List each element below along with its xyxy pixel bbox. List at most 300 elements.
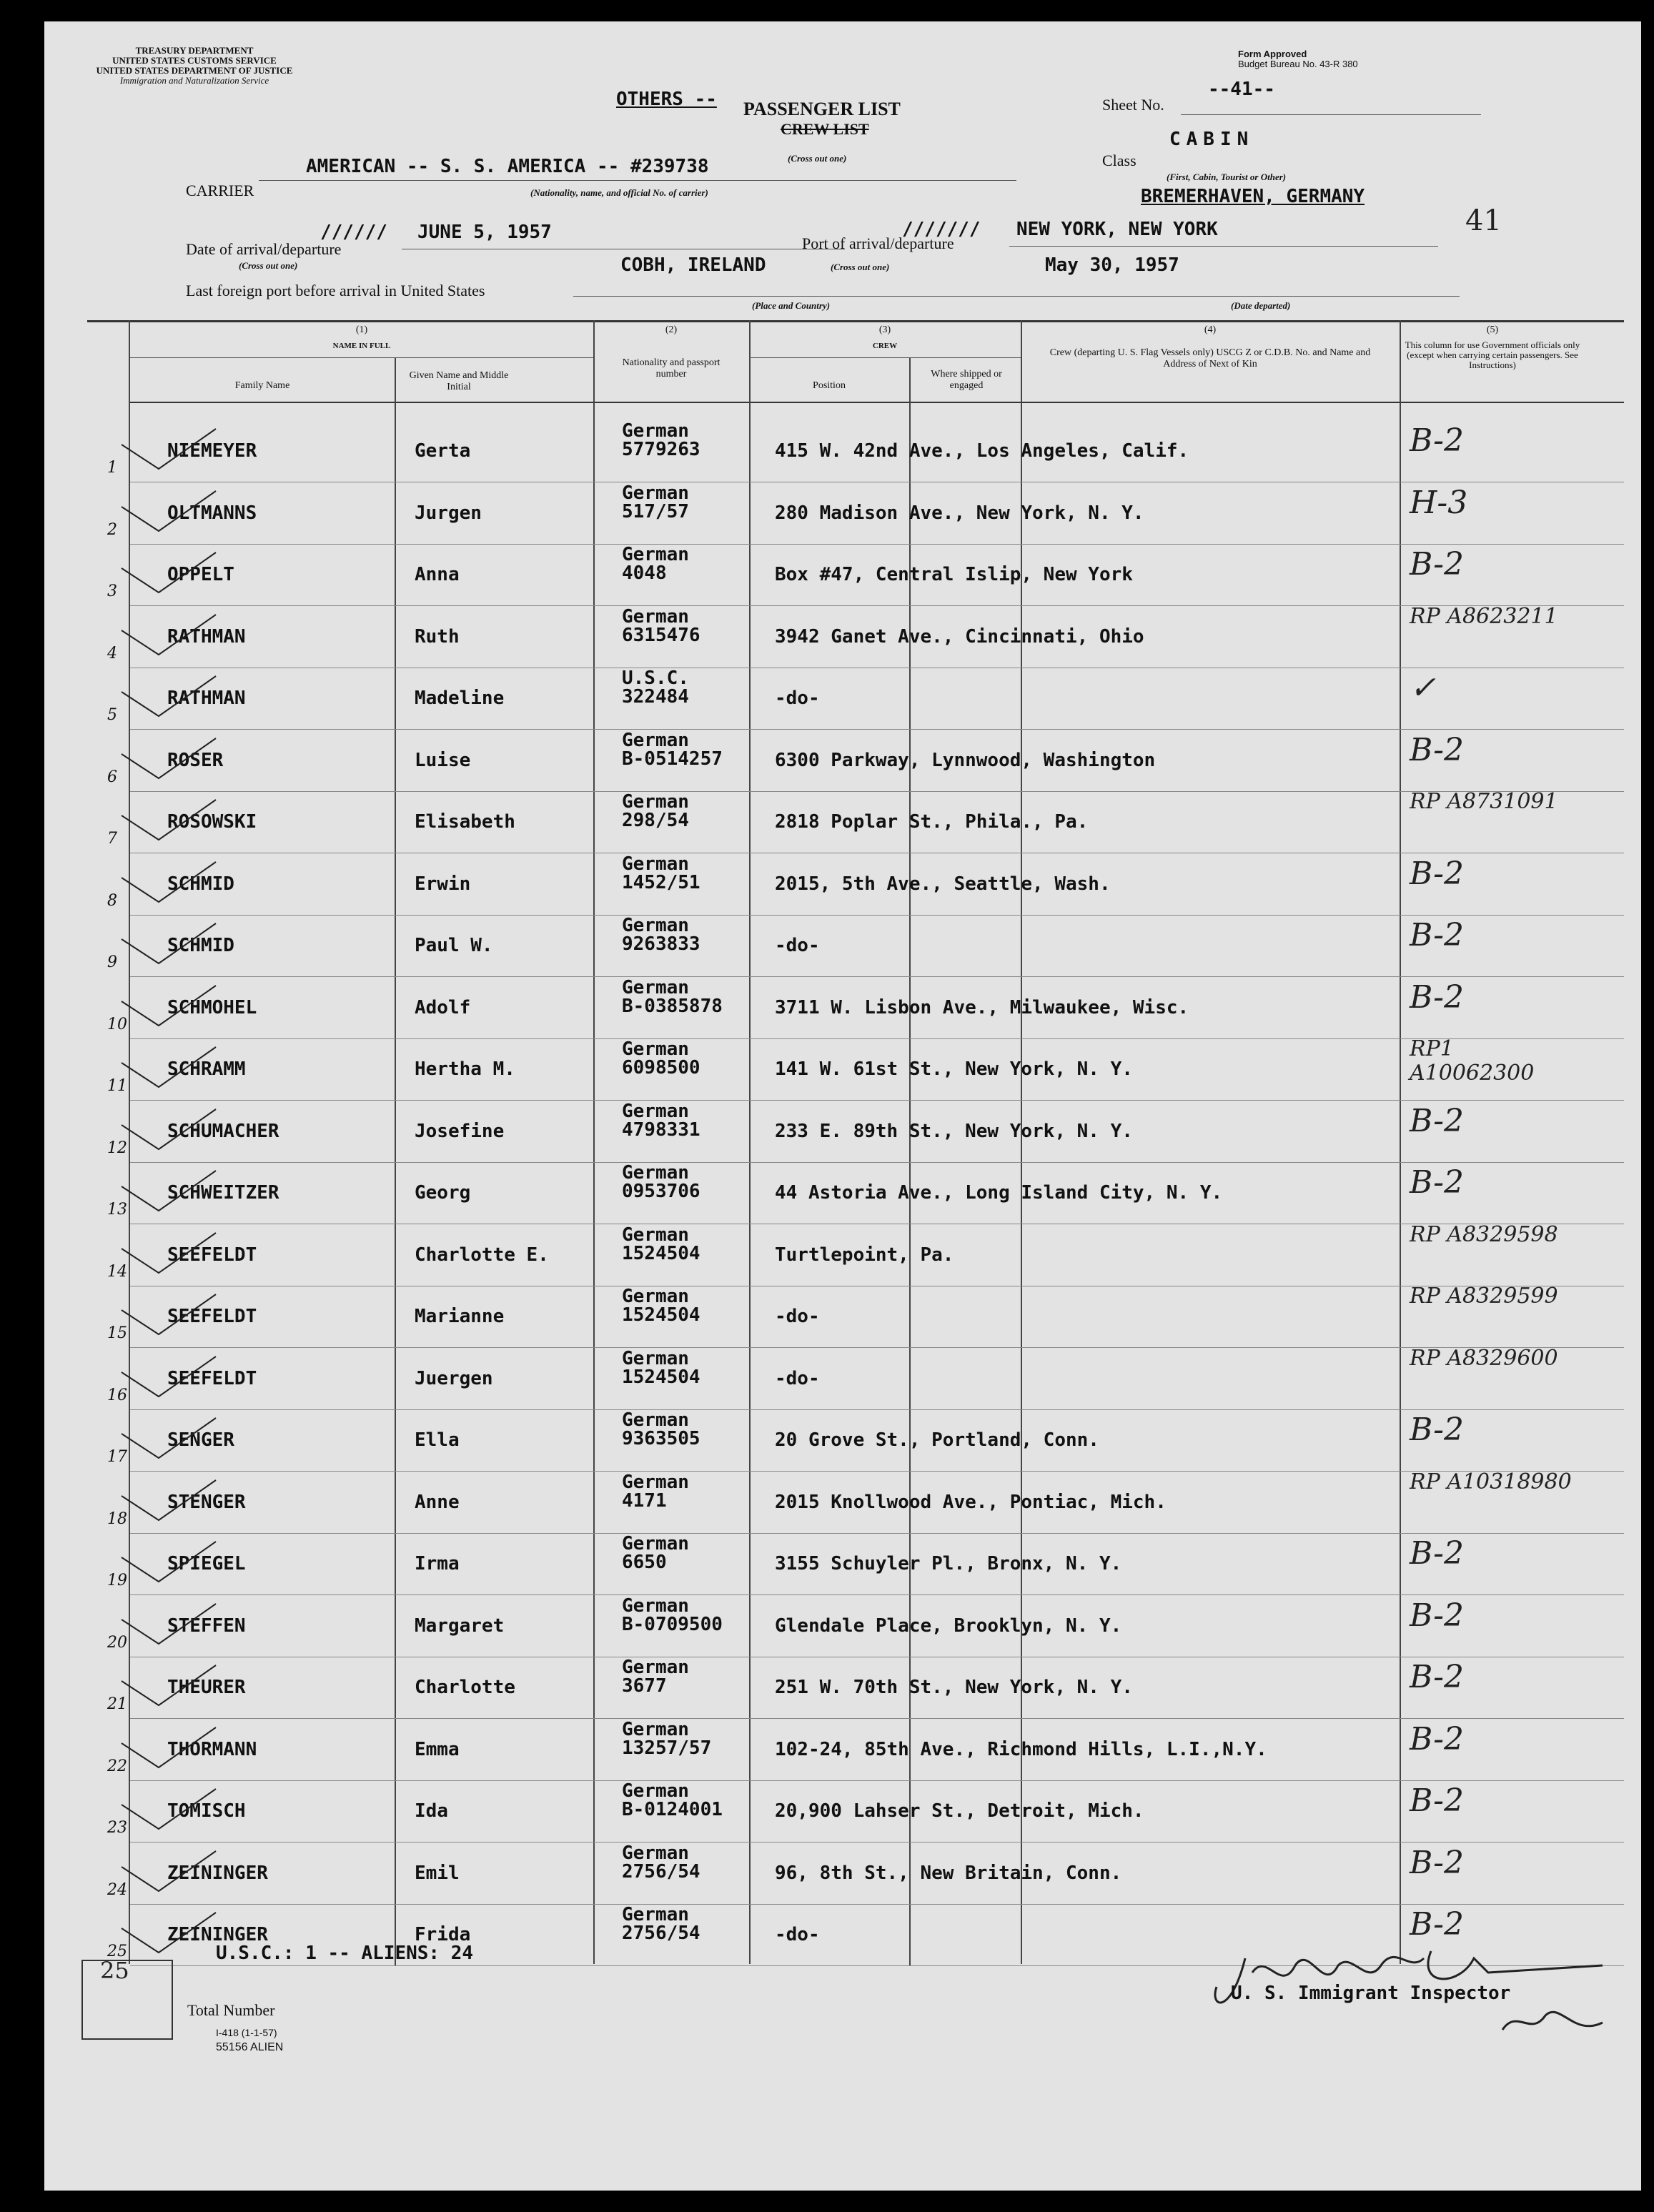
- family-name: SEEFELDT: [167, 1367, 257, 1389]
- row-number: 15: [107, 1324, 127, 1342]
- row-number: 17: [107, 1448, 127, 1466]
- arrival-port: NEW YORK, NEW YORK: [1016, 219, 1218, 240]
- family-name: SEEFELDT: [167, 1306, 257, 1327]
- check-mark: [116, 1351, 223, 1401]
- row-rule: [130, 1718, 1624, 1719]
- row-rule: [130, 1471, 1624, 1472]
- port-caption: (Cross out one): [831, 262, 890, 272]
- sheet-label: Sheet No.: [1102, 96, 1164, 114]
- col3-number: (3): [878, 324, 891, 335]
- family-name: OPPELT: [167, 564, 234, 585]
- passport-number: 517/57: [622, 500, 689, 522]
- carrier-underline: [259, 180, 1016, 181]
- passport-number: 298/54: [622, 810, 689, 831]
- row-rule: [130, 1162, 1624, 1163]
- row-number: 1: [107, 459, 117, 477]
- row-number: 14: [107, 1262, 127, 1281]
- family-name: NIEMEYER: [167, 440, 257, 462]
- official-annotation: B-2: [1410, 1906, 1465, 1943]
- address: 6300 Parkway, Lynnwood, Washington: [775, 749, 1156, 771]
- address: 102-24, 85th Ave., Richmond Hills, L.I.,N.Y.: [775, 1738, 1267, 1760]
- check-mark: [116, 485, 223, 535]
- nationality: German: [622, 1780, 689, 1802]
- given-name: Hertha M.: [415, 1058, 515, 1080]
- nationality: German: [622, 1224, 689, 1246]
- col-position: Position: [813, 380, 846, 391]
- check-mark: [116, 1783, 223, 1833]
- family-name: SCHMOHEL: [167, 996, 257, 1018]
- nationality: German: [622, 1657, 689, 1678]
- family-name: STENGER: [167, 1491, 246, 1513]
- nationality: German: [622, 1904, 689, 1925]
- nationality: German: [622, 420, 689, 442]
- row-number: 13: [107, 1201, 127, 1219]
- nationality-passport: [622, 1226, 700, 1263]
- official-annotation: B-2: [1410, 546, 1465, 582]
- passport-number: 1524504: [622, 1242, 700, 1264]
- table-row: [44, 1345, 1641, 1411]
- official-annotation: ✓: [1410, 670, 1436, 706]
- check-mark: [116, 609, 223, 659]
- class-value: CABIN: [1169, 129, 1254, 150]
- nationality: German: [622, 915, 689, 936]
- given-name: Paul W.: [415, 935, 493, 956]
- row-rule: [130, 544, 1624, 545]
- nationality-passport: [622, 1411, 700, 1448]
- table-row: [44, 1594, 1641, 1658]
- given-name: Marianne: [415, 1306, 505, 1327]
- row-rule: [130, 1594, 1624, 1595]
- alien-code: 55156 ALIEN: [216, 2041, 284, 2053]
- check-mark: [116, 1227, 223, 1277]
- row-number: 18: [107, 1509, 127, 1528]
- document-page: [44, 21, 1641, 2191]
- official-annotation: B-2: [1410, 1597, 1465, 1634]
- row-rule: [130, 791, 1624, 792]
- table-row: [44, 1411, 1641, 1472]
- table-row: [44, 1469, 1641, 1534]
- passport-number: 3677: [622, 1675, 667, 1697]
- title-caption: (Cross out one): [788, 153, 847, 164]
- nationality-passport: [622, 793, 689, 830]
- address: 3155 Schuyler Pl., Bronx, N. Y.: [775, 1553, 1122, 1574]
- arrival-date: JUNE 5, 1957: [417, 222, 552, 243]
- official-annotation: B-2: [1410, 1412, 1465, 1448]
- official-annotation: RP A8329600: [1410, 1345, 1558, 1371]
- passport-number: B-0124001: [622, 1799, 723, 1820]
- nationality-passport: [622, 1473, 689, 1510]
- family-name: SCHMID: [167, 935, 234, 956]
- passport-number: B-0514257: [622, 748, 723, 770]
- row-rule: [130, 605, 1624, 606]
- address: -do-: [775, 1306, 820, 1327]
- total-box: [81, 1957, 173, 2040]
- nationality: German: [622, 1842, 689, 1864]
- last-port-underline: [573, 296, 1460, 297]
- row-number: 22: [107, 1757, 127, 1775]
- row-number: 4: [107, 644, 117, 663]
- address: Glendale Place, Brooklyn, N. Y.: [775, 1615, 1122, 1637]
- table-row: [44, 1534, 1641, 1596]
- row-number: 12: [107, 1139, 127, 1157]
- official-annotation: B-2: [1410, 1102, 1465, 1139]
- port-label: Port of arrival/departure: [802, 234, 954, 252]
- agency-line: UNITED STATES CUSTOMS SERVICE: [112, 55, 277, 66]
- passport-number: B-0709500: [622, 1613, 723, 1635]
- row-number: 23: [107, 1819, 127, 1837]
- nationality-passport: [622, 1905, 700, 1943]
- family-name: THORMANN: [167, 1738, 257, 1760]
- passport-number: 5779263: [622, 439, 700, 460]
- official-annotation: RP A8731091: [1410, 789, 1558, 814]
- col-shipped: Where shipped or engaged: [931, 369, 1002, 391]
- passport-number: 6315476: [622, 624, 700, 646]
- passport-number: 6650: [622, 1552, 667, 1573]
- nationality: German: [622, 605, 689, 628]
- family-name: SCHMID: [167, 873, 234, 895]
- col5-title: This column for use Government officials only (except when carrying certain passengers. See Instructions): [1405, 339, 1580, 370]
- given-name: Ida: [415, 1800, 448, 1822]
- passport-number: 13257/57: [622, 1737, 712, 1759]
- family-name: SCHRAMM: [167, 1058, 246, 1080]
- col4-title: Crew (departing U. S. Flag Vessels only) USCG Z or C.D.B. No. and Name and Address of Next of Kin: [1049, 347, 1371, 370]
- carrier-caption: (Nationality, name, and official No. of carrier): [530, 187, 708, 198]
- check-mark: [116, 547, 223, 597]
- check-mark: [116, 1041, 223, 1091]
- nationality-passport: [622, 1720, 711, 1757]
- given-name: Josefine: [415, 1120, 505, 1142]
- check-mark: [116, 1165, 223, 1215]
- col3-title: CREW: [872, 342, 898, 350]
- nationality-passport: [622, 1658, 689, 1695]
- given-name: Adolf: [415, 996, 471, 1018]
- official-annotation: B-2: [1410, 731, 1465, 768]
- table-row: [44, 1036, 1641, 1101]
- row-rule: [130, 976, 1624, 977]
- row-number: 5: [107, 706, 117, 724]
- check-mark: [116, 1103, 223, 1154]
- official-annotation: B-2: [1410, 1844, 1465, 1881]
- nationality: German: [622, 729, 689, 751]
- date-caption: (Cross out one): [239, 260, 298, 271]
- address: 20 Grove St., Portland, Conn.: [775, 1429, 1099, 1451]
- official-annotation: H-3: [1410, 484, 1468, 521]
- row-number: 16: [107, 1386, 127, 1404]
- family-name: THEURER: [167, 1677, 246, 1698]
- inspector-title: U. S. Immigrant Inspector: [1231, 1983, 1511, 2004]
- nationality-passport: [622, 422, 700, 459]
- col-family-name: Family Name: [234, 380, 290, 391]
- row-rule: [130, 1100, 1624, 1101]
- official-annotation: RP A8329599: [1410, 1284, 1558, 1309]
- check-mark: [116, 1289, 223, 1339]
- given-name: Ella: [415, 1429, 460, 1451]
- row-number: 25: [107, 1943, 127, 1960]
- family-name: ZEININGER: [167, 1862, 268, 1884]
- given-name: Emil: [415, 1862, 460, 1884]
- address: 280 Madison Ave., New York, N. Y.: [775, 502, 1144, 524]
- col1-number: (1): [355, 324, 368, 335]
- given-name: Charlotte: [415, 1677, 515, 1698]
- official-annotation: B-2: [1410, 422, 1465, 459]
- given-name: Margaret: [415, 1615, 505, 1637]
- nationality-passport: [622, 978, 723, 1016]
- table-row: [44, 1284, 1641, 1349]
- agency-block: [73, 46, 316, 86]
- nationality: German: [622, 1162, 689, 1184]
- family-name: SCHUMACHER: [167, 1120, 279, 1142]
- summary-line: U.S.C.: 1 -- ALIENS: 24: [216, 1943, 474, 1964]
- nationality-passport: [622, 1349, 700, 1387]
- official-annotation: RP A8329598: [1410, 1221, 1558, 1247]
- carrier-label: CARRIER: [186, 182, 254, 199]
- sheet-underline: [1181, 114, 1481, 115]
- official-annotation: RP1 A10062300: [1410, 1036, 1535, 1086]
- nationality-passport: [622, 669, 689, 706]
- passport-number: 4798331: [622, 1119, 700, 1141]
- page-number: 41: [1465, 204, 1502, 237]
- nationality-passport: [622, 1782, 723, 1819]
- given-name: Gerta: [415, 440, 471, 462]
- address: 233 E. 89th St., New York, N. Y.: [775, 1120, 1133, 1142]
- row-number: 6: [107, 768, 117, 786]
- row-rule: [130, 1780, 1624, 1781]
- passport-number: 0953706: [622, 1181, 700, 1202]
- address: Box #47, Central Islip, New York: [775, 564, 1133, 585]
- table-row: [44, 545, 1641, 607]
- address: 3711 W. Lisbon Ave., Milwaukee, Wisc.: [775, 996, 1189, 1018]
- passport-number: 1452/51: [622, 871, 700, 893]
- nationality: German: [622, 544, 689, 565]
- check-mark: [116, 1907, 223, 1957]
- sheet-number: --41--: [1208, 79, 1275, 100]
- nationality: German: [622, 1594, 689, 1617]
- date-label: Date of arrival/departure: [186, 240, 342, 258]
- official-annotation: RP A8623211: [1410, 603, 1558, 629]
- nationality: German: [622, 1718, 689, 1740]
- check-mark: [116, 1598, 223, 1648]
- family-name: ROSER: [167, 749, 224, 771]
- sub-header-rule: [749, 357, 1021, 358]
- given-name: Emma: [415, 1738, 460, 1760]
- row-rule: [130, 1409, 1624, 1410]
- row-number: 3: [107, 582, 117, 600]
- official-annotation: B-2: [1410, 1164, 1465, 1201]
- nationality-passport: [622, 916, 700, 953]
- check-mark: [116, 1474, 223, 1524]
- official-annotation: B-2: [1410, 1535, 1465, 1572]
- address: 44 Astoria Ave., Long Island City, N. Y.: [775, 1182, 1223, 1204]
- date-departed: May 30, 1957: [1045, 254, 1179, 276]
- passport-number: 4171: [622, 1489, 667, 1512]
- row-rule: [130, 1904, 1624, 1905]
- class-caption: (First, Cabin, Tourist or Other): [1167, 172, 1287, 182]
- given-name: Anne: [415, 1491, 460, 1513]
- check-mark: [116, 1845, 223, 1895]
- table-row: [44, 1658, 1641, 1720]
- check-mark: [116, 856, 223, 906]
- given-name: Juergen: [415, 1367, 493, 1389]
- address: 2015, 5th Ave., Seattle, Wash.: [775, 873, 1111, 895]
- passport-number: 9363505: [622, 1428, 700, 1449]
- given-name: Charlotte E.: [415, 1244, 549, 1266]
- passport-number: 2756/54: [622, 1923, 700, 1944]
- nationality-passport: [622, 1102, 700, 1139]
- address: 96, 8th St., New Britain, Conn.: [775, 1862, 1122, 1884]
- passport-number: 4048: [622, 562, 667, 584]
- given-name: Ruth: [415, 625, 460, 648]
- row-rule: [130, 729, 1624, 730]
- given-name: Jurgen: [415, 502, 482, 524]
- given-name: Anna: [415, 564, 460, 585]
- port-strike-mark: ///////: [902, 219, 981, 240]
- family-name: SCHWEITZER: [167, 1182, 279, 1204]
- row-number: 19: [107, 1572, 127, 1589]
- passenger-list-title: PASSENGER LIST: [743, 99, 901, 119]
- passport-number: 322484: [622, 686, 689, 708]
- official-annotation: B-2: [1410, 917, 1465, 953]
- nationality-passport: [622, 1287, 700, 1324]
- nationality-passport: [622, 1164, 700, 1201]
- others-label: OTHERS --: [616, 89, 717, 110]
- carrier-value: AMERICAN -- S. S. AMERICA -- #239738: [306, 156, 709, 177]
- row-rule: [130, 1347, 1624, 1348]
- nationality: German: [622, 482, 689, 504]
- given-name: Georg: [415, 1182, 471, 1204]
- given-name: Luise: [415, 749, 471, 771]
- nationality-passport: [622, 1594, 723, 1635]
- row-number: 11: [107, 1077, 127, 1095]
- row-number: 21: [107, 1695, 127, 1713]
- total-label: Total Number: [187, 2001, 275, 2019]
- agency-line: UNITED STATES DEPARTMENT OF JUSTICE: [96, 65, 293, 76]
- form-id: I-418 (1-1-57): [216, 2027, 277, 2038]
- nationality-passport: [622, 1040, 700, 1077]
- family-name: SPIEGEL: [167, 1553, 246, 1574]
- port-underline: [1009, 246, 1438, 247]
- family-name: ZEININGER: [167, 1924, 268, 1945]
- family-name: SEEFELDT: [167, 1244, 257, 1266]
- given-name: Elisabeth: [415, 811, 515, 833]
- table-row: [44, 855, 1641, 916]
- nationality: German: [622, 1533, 689, 1554]
- address: 251 W. 70th St., New York, N. Y.: [775, 1677, 1133, 1698]
- check-mark: [116, 918, 223, 968]
- check-mark: [116, 1412, 223, 1462]
- budget-bureau: Budget Bureau No. 43-R 380: [1238, 59, 1358, 69]
- address: 3942 Ganet Ave., Cincinnati, Ohio: [775, 625, 1144, 648]
- class-label: Class: [1102, 152, 1136, 169]
- date-strike-mark: //////: [320, 222, 387, 243]
- row-number: 24: [107, 1880, 127, 1899]
- nationality: U.S.C.: [622, 668, 689, 689]
- sub-header-rule: [130, 357, 593, 358]
- passport-number: 1524504: [622, 1304, 700, 1326]
- nationality: German: [622, 1286, 689, 1307]
- nationality-passport: [622, 1844, 700, 1881]
- passport-number: 6098500: [622, 1057, 700, 1078]
- date-departed-caption: (Date departed): [1231, 300, 1291, 311]
- row-rule: [130, 915, 1624, 916]
- nationality: German: [622, 791, 689, 813]
- row-number: 9: [107, 953, 117, 971]
- check-mark: [116, 1660, 223, 1710]
- official-annotation: RP A10318980: [1410, 1469, 1572, 1494]
- official-annotation: B-2: [1410, 1659, 1465, 1695]
- nationality: German: [622, 1038, 689, 1060]
- table-row: [44, 1782, 1641, 1843]
- address: 2818 Poplar St., Phila., Pa.: [775, 811, 1089, 833]
- passport-number: 2756/54: [622, 1860, 700, 1883]
- table-row: [44, 789, 1641, 854]
- family-name: ROSOWSKI: [167, 811, 257, 833]
- table-row: [44, 1844, 1641, 1905]
- check-mark: [116, 980, 223, 1030]
- check-mark: [116, 423, 223, 473]
- family-name: RATHMAN: [167, 625, 246, 648]
- nationality-passport: [622, 607, 700, 645]
- table-row: [44, 1164, 1641, 1225]
- row-number: 8: [107, 891, 117, 910]
- table-row: [44, 1221, 1641, 1287]
- table-row: [44, 731, 1641, 793]
- given-name: Frida: [415, 1924, 471, 1945]
- official-annotation: B-2: [1410, 1720, 1465, 1757]
- address: 141 W. 61st St., New York, N. Y.: [775, 1058, 1133, 1080]
- nationality-passport: [622, 545, 689, 582]
- row-rule: [130, 1533, 1624, 1534]
- family-name: OLTMANNS: [167, 502, 257, 524]
- family-name: RATHMAN: [167, 688, 246, 709]
- official-annotation: B-2: [1410, 1782, 1465, 1819]
- table-row: [44, 978, 1641, 1040]
- last-port-caption: (Place and Country): [752, 300, 831, 311]
- given-name: Erwin: [415, 873, 471, 895]
- family-name: SENGER: [167, 1429, 234, 1451]
- nationality: German: [622, 1100, 689, 1122]
- nationality-passport: [622, 484, 689, 521]
- nationality: German: [622, 1347, 689, 1369]
- nationality-passport: [622, 731, 723, 768]
- check-mark: [116, 794, 223, 844]
- passport-number: 9263833: [622, 933, 700, 955]
- last-port-value: COBH, IRELAND: [620, 254, 766, 276]
- check-mark: [116, 1722, 223, 1772]
- address: 2015 Knollwood Ave., Pontiac, Mich.: [775, 1491, 1167, 1513]
- address: -do-: [775, 1367, 820, 1389]
- table-row: [44, 1102, 1641, 1164]
- col2-title: Nationality and passport number: [622, 357, 720, 380]
- given-name: Irma: [415, 1553, 460, 1574]
- table-row: [44, 669, 1641, 730]
- row-rule: [130, 1038, 1624, 1039]
- passport-number: B-0385878: [622, 995, 723, 1017]
- table-row: [44, 422, 1641, 483]
- col-given-name: Given Name and Middle Initial: [409, 370, 509, 392]
- total-value: 25: [100, 1957, 129, 1984]
- family-name: TOMISCH: [167, 1800, 246, 1822]
- check-mark: [116, 733, 223, 783]
- form-approved: Form Approved: [1238, 49, 1307, 59]
- official-annotation: B-2: [1410, 978, 1465, 1016]
- col1-title: NAME IN FULL: [332, 342, 391, 350]
- col4-number: (4): [1204, 324, 1217, 335]
- table-row: [44, 916, 1641, 978]
- check-mark: [116, 1536, 223, 1586]
- address: -do-: [775, 688, 820, 709]
- address: -do-: [775, 935, 820, 956]
- official-annotation: B-2: [1410, 855, 1465, 892]
